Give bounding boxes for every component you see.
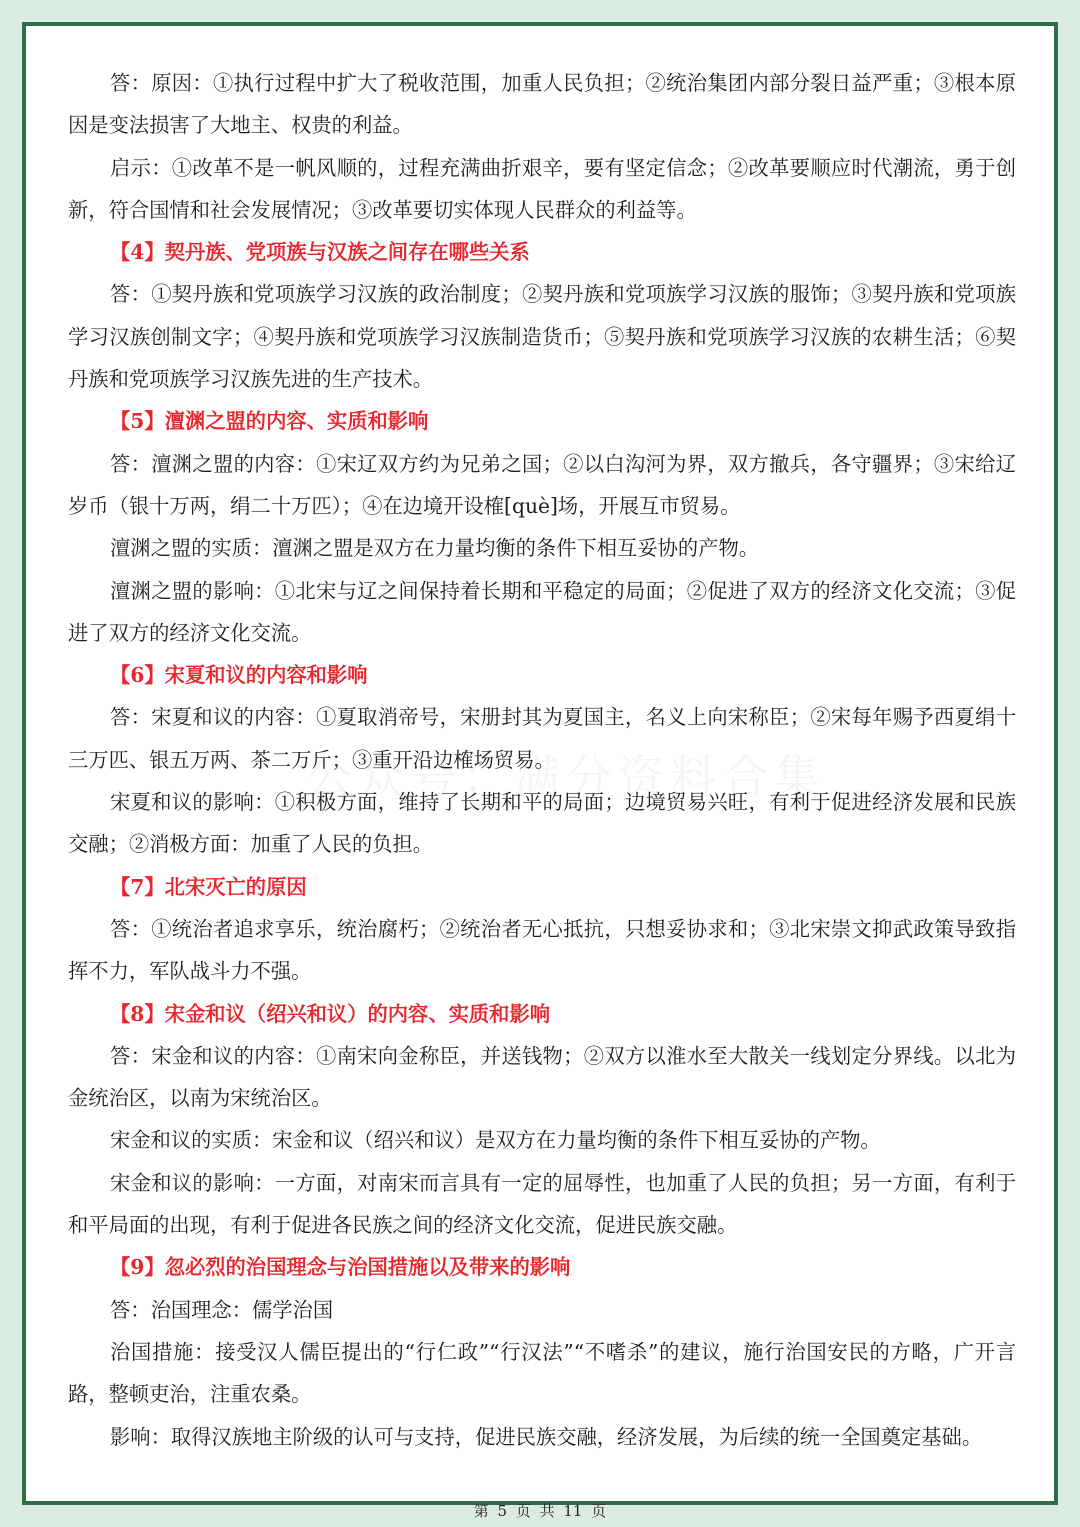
body-paragraph: 宋金和议的影响：一方面，对南宋而言具有一定的屈辱性，也加重了人民的负担；另一方面，有利于和平局面的出现，有利于促进各民族之间的经济文化交流，促进民族交融。 — [68, 1170, 1016, 1238]
body-paragraph: 澶渊之盟的实质：澶渊之盟是双方在力量均衡的条件下相互妥协的产物。 — [110, 536, 760, 561]
section-heading: 【5】澶渊之盟的内容、实质和影响 — [110, 409, 429, 434]
body-paragraph: 答：①统治者追求享乐，统治腐朽；②统治者无心抵抗，只想妥协求和；③北宋崇文抑武政策导致指挥不力，军队战斗力不强。 — [68, 916, 1016, 984]
page-sheet — [22, 22, 1058, 1520]
section-heading: 【9】忽必烈的治国理念与治国措施以及带来的影响 — [110, 1255, 571, 1280]
body-paragraph: 答：澶渊之盟的内容：①宋辽双方约为兄弟之国；②以白沟河为界，双方撤兵，各守疆界；③宋给辽岁币（银十万两，绢二十万匹）；④在边境开设榷[què]场，开展互市贸易。 — [68, 451, 1016, 518]
section-heading: 【7】北宋灭亡的原因 — [110, 874, 307, 899]
body-paragraph: 答：原因：①执行过程中扩大了税收范围，加重人民负担；②统治集团内部分裂日益严重；③根本原因是变法损害了大地主、权贵的利益。 — [68, 71, 1016, 138]
body-paragraph: 澶渊之盟的影响：①北宋与辽之间保持着长期和平稳定的局面；②促进了双方的经济文化交流；③促进了双方的经济文化交流。 — [68, 578, 1016, 645]
section-heading: 【4】契丹族、党项族与汉族之间存在哪些关系 — [110, 240, 530, 265]
document-body — [68, 62, 1016, 1458]
section-heading: 【6】宋夏和议的内容和影响 — [110, 663, 368, 688]
body-paragraph: 启示：①改革不是一帆风顺的，过程充满曲折艰辛，要有坚定信念；②改革要顺应时代潮流，勇于创新，符合国情和社会发展情况；③改革要切实体现人民群众的利益等。 — [68, 155, 1016, 222]
body-paragraph: 答：①契丹族和党项族学习汉族的政治制度；②契丹族和党项族学习汉族的服饰；③契丹族和党项族学习汉族创制文字；④契丹族和党项族学习汉族制造货币；⑤契丹族和党项族学习汉族的农耕生活；⑥契丹族和党项族学习汉族先进的生产技术。 — [68, 282, 1016, 392]
body-paragraph: 治国措施：接受汉人儒臣提出的“行仁政”“行汉法”“不嗜杀”的建议，施行治国安民的方略，广开言路，整顿吏治，注重农桑。 — [68, 1339, 1016, 1407]
body-paragraph: 答：宋夏和议的内容：①夏取消帝号，宋册封其为夏国主，名义上向宋称臣；②宋每年赐予西夏绢十三万匹、银五万两、茶二万斤；③重开沿边榷场贸易。 — [68, 705, 1016, 772]
section-heading: 【8】宋金和议（绍兴和议）的内容、实质和影响 — [110, 1001, 551, 1026]
body-paragraph: 答：治国理念：儒学治国 — [110, 1297, 334, 1322]
body-paragraph: 影响：取得汉族地主阶级的认可与支持，促进民族交融，经济发展，为后续的统一全国奠定基础。 — [110, 1424, 983, 1449]
body-paragraph: 答：宋金和议的内容：①南宋向金称臣，并送钱物；②双方以淮水至大散关一线划定分界线。以北为金统治区，以南为宋统治区。 — [68, 1043, 1016, 1111]
body-paragraph: 宋金和议的实质：宋金和议（绍兴和议）是双方在力量均衡的条件下相互妥协的产物。 — [110, 1128, 881, 1153]
body-paragraph: 宋夏和议的影响：①积极方面，维持了长期和平的局面；边境贸易兴旺，有利于促进经济发展和民族交融；②消极方面：加重了人民的负担。 — [68, 790, 1016, 857]
page-footer: 第 5 页 共 11 页 — [473, 1502, 607, 1520]
